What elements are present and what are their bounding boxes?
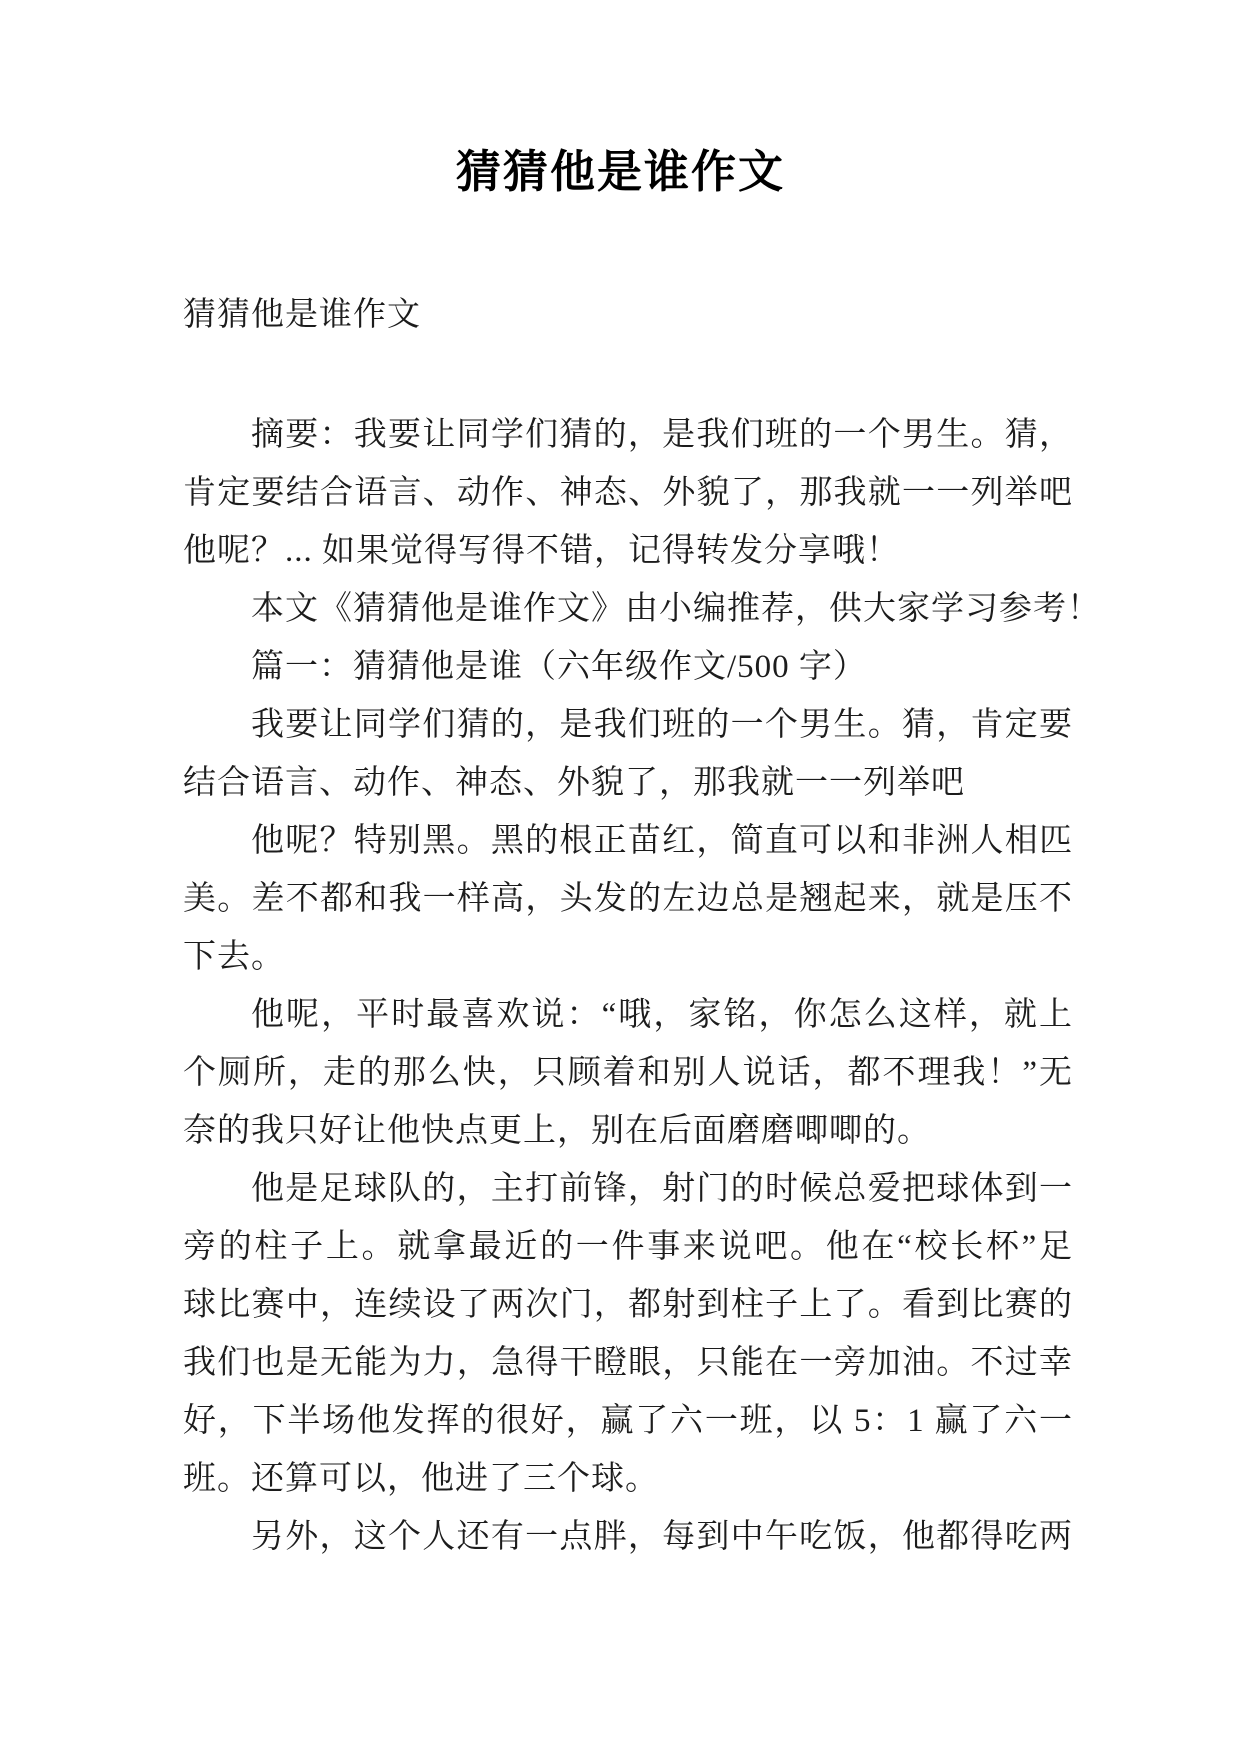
text-line: 球比赛中，连续设了两次门，都射到柱子上了。看到比赛的 [183, 1287, 1073, 1323]
text-line: 旁的柱子上。就拿最近的一件事来说吧。他在“校长杯”足 [183, 1229, 1073, 1265]
text-line: 本文《猜猜他是谁作文》由小编推荐，供大家学习参考！ [251, 591, 1101, 627]
text-line: 美。差不都和我一样高，头发的左边总是翘起来，就是压不 [183, 881, 1073, 917]
document-subtitle: 猜猜他是谁作文 [183, 297, 421, 333]
text-line: 我要让同学们猜的，是我们班的一个男生。猜，肯定要 [251, 707, 1073, 743]
text-line: 下去。 [183, 939, 285, 975]
text-line: 篇一：猜猜他是谁（六年级作文/500 字） [251, 649, 867, 685]
text-line: 个厕所，走的那么快，只顾着和别人说话，都不理我！”无 [183, 1055, 1073, 1091]
text-line: 他呢，平时最喜欢说：“哦，家铭，你怎么这样，就上 [251, 997, 1073, 1033]
text-line: 肯定要结合语言、动作、神态、外貌了，那我就一一列举吧 [183, 475, 1073, 511]
text-line: 摘要：我要让同学们猜的，是我们班的一个男生。猜， [251, 417, 1073, 453]
text-line: 班。还算可以，他进了三个球。 [183, 1461, 659, 1497]
document-title: 猜猜他是谁作文 [455, 147, 785, 197]
text-line: 结合语言、动作、神态、外貌了，那我就一一列举吧 [183, 765, 965, 801]
text-line: 好，下半场他发挥的很好，赢了六一班，以 5：1 赢了六一 [183, 1403, 1073, 1439]
text-line: 他呢？特别黑。黑的根正苗红，简直可以和非洲人相匹 [251, 823, 1073, 859]
text-line: 我们也是无能为力，急得干瞪眼，只能在一旁加油。不过幸 [183, 1345, 1073, 1381]
text-line: 奈的我只好让他快点更上，别在后面磨磨唧唧的。 [183, 1113, 931, 1149]
text-line: 他呢？... 如果觉得写得不错，记得转发分享哦！ [183, 533, 900, 569]
document-body [183, 286, 1101, 1566]
text-line: 另外，这个人还有一点胖，每到中午吃饭，他都得吃两 [251, 1519, 1073, 1555]
text-line: 他是足球队的，主打前锋，射门的时候总爱把球体到一 [251, 1171, 1073, 1207]
